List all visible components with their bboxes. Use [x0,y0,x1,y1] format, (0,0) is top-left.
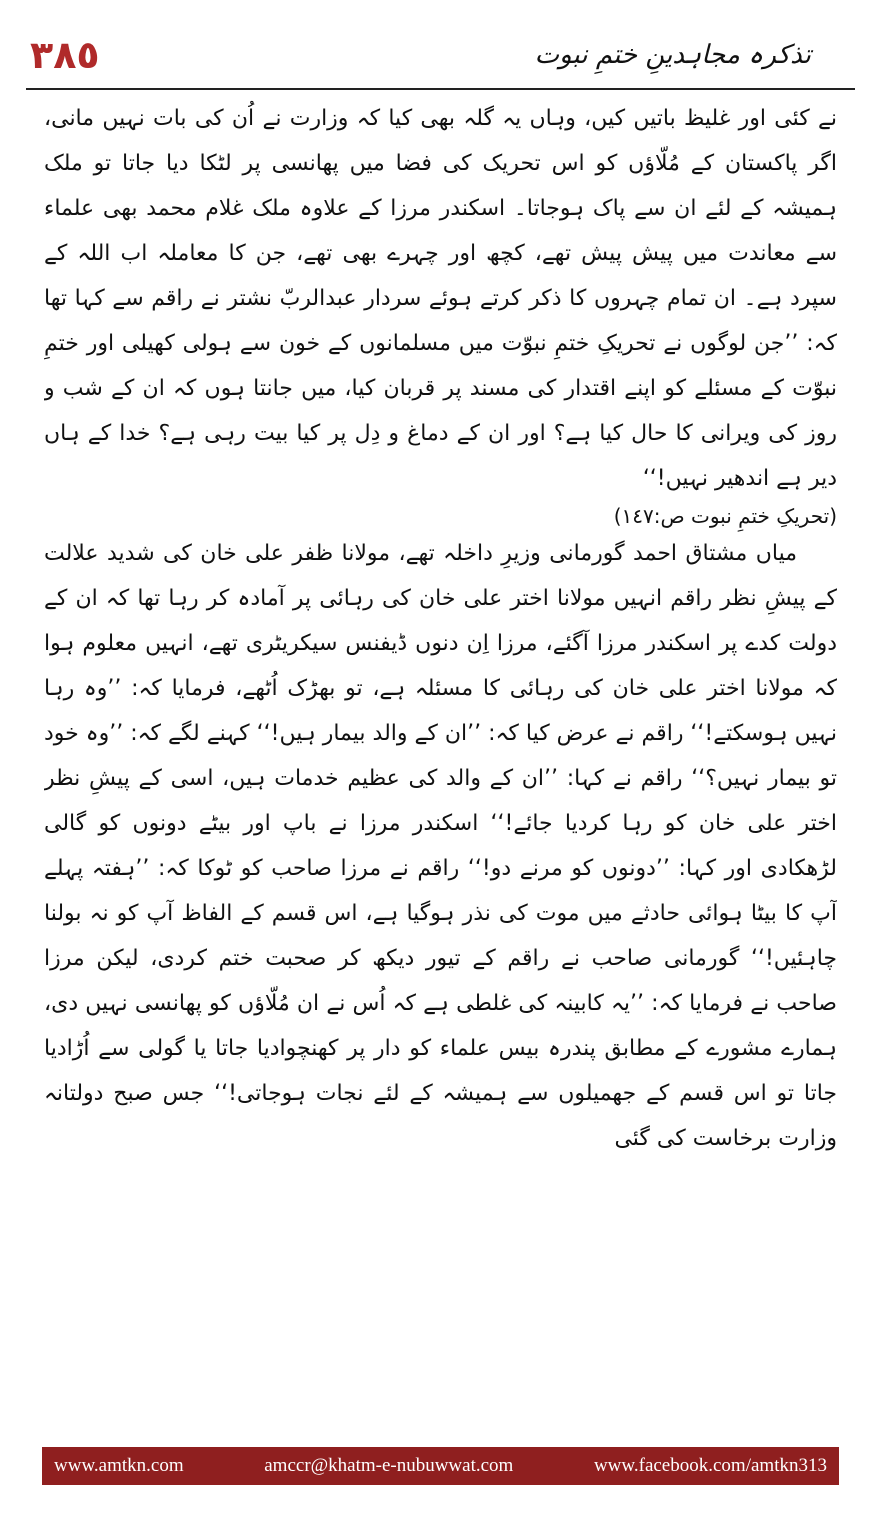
footer-bar [42,1447,839,1485]
paragraph-2: میاں مشتاق احمد گورمانی وزیرِ داخلہ تھے، مولانا ظفر علی خان کی شدید علالت کے پیشِ نظر راقم انہیں مولانا اختر علی خان کی رہائی پر آمادہ کر رہا تھا کہ ان کے دولت کدے پر اسکندر مرزا آگئے، مرزا اِن دنوں ڈیفنس سیکریٹری تھے، انہیں معلوم ہوا کہ مولانا اختر علی خان کی رہائی کا مسئلہ ہے، تو بھڑک اُٹھے، فرمایا کہ: ’’وہ رہا نہیں ہوسکتے!‘‘ راقم نے عرض کیا کہ: ’’ان کے والد بیمار ہیں!‘‘ کہنے لگے کہ: ’’وہ خود تو بیمار نہیں؟‘‘ راقم نے کہا: ’’ان کے والد کی عظیم خدمات ہیں، اسی کے پیشِ نظر اختر علی خان کو رہا کردیا جائے!‘‘ اسکندر مرزا نے باپ اور بیٹے دونوں کو گالی لڑھکادی اور کہا: ’’دونوں کو مرنے دو!‘‘ راقم نے مرزا صاحب کو ٹوکا کہ: ’’ہفتہ پہلے آپ کا بیٹا ہوائی حادثے میں موت کی نذر ہوگیا ہے، اس قسم کے الفاظ آپ کو نہ بولنا چاہئیں!‘‘ گورمانی صاحب نے راقم کے تیور دیکھ کر صحبت ختم کردی، لیکن مرزا صاحب نے فرمایا کہ: ’’یہ کابینہ کی غلطی ہے کہ اُس نے ان مُلّاؤں کو پھانسی نہیں دی، ہمارے مشورے کے مطابق پندرہ بیس علماء کو دار پر کھنچوادیا جاتا یا گولی سے اُڑادیا جاتا تو اس قسم کے جھمیلوں سے ہمیشہ کے لئے نجات ہوجاتی!‘‘ جس صبح دولتانہ وزارت برخاست کی گئی [44,541,837,1151]
footer-website-link[interactable]: www.amtkn.com [54,1455,184,1476]
page-number: ٣٨٥ [30,33,100,77]
paragraph-1: نے کئی اور غلیظ باتیں کیں، وہاں یہ گلہ بھی کیا کہ وزارت نے اُن کی بات نہیں مانی، اگر پاکستان کے مُلّاؤں کو اس تحریک کی فضا میں پھانسی پر لٹکا دیا جاتا تو ملک ہمیشہ کے لئے ان سے پاک ہوجاتا۔ اسکندر مرزا کے علاوہ ملک غلام محمد بھی علماء سے معاندت میں پیش پیش تھے، کچھ اور چہرے بھی تھے، جن کا معاملہ اب اللہ کے سپرد ہے۔ ان تمام چہروں کا ذکر کرتے ہوئے سردار عبدالربّ نشتر نے راقم سے کہا تھا کہ: ’’جن لوگوں نے تحریکِ ختمِ نبوّت میں مسلمانوں کے خون سے ہولی کھیلی اور ختمِ نبوّت کے مسئلے کو اپنے اقتدار کی مسند پر قربان کیا، میں جانتا ہوں کہ ان کے شب و روز کی ویرانی کا حال کیا ہے؟ اور ان کے دماغ و دِل پر کیا بیت رہی ہے؟ خدا کے ہاں دیر ہے اندھیر نہیں!‘‘ [44,106,837,491]
footer-email-link[interactable]: amccr@khatm-e-nubuwwat.com [264,1455,514,1476]
citation: (تحریکِ ختمِ نبوت ص:١٤٧) [613,504,837,528]
footer-facebook-link[interactable]: www.facebook.com/amtkn313 [593,1455,827,1476]
header-rule [26,88,855,90]
running-title: تذکرہ مجاہدینِ ختمِ نبوت [534,40,811,70]
body-text [44,96,837,1422]
